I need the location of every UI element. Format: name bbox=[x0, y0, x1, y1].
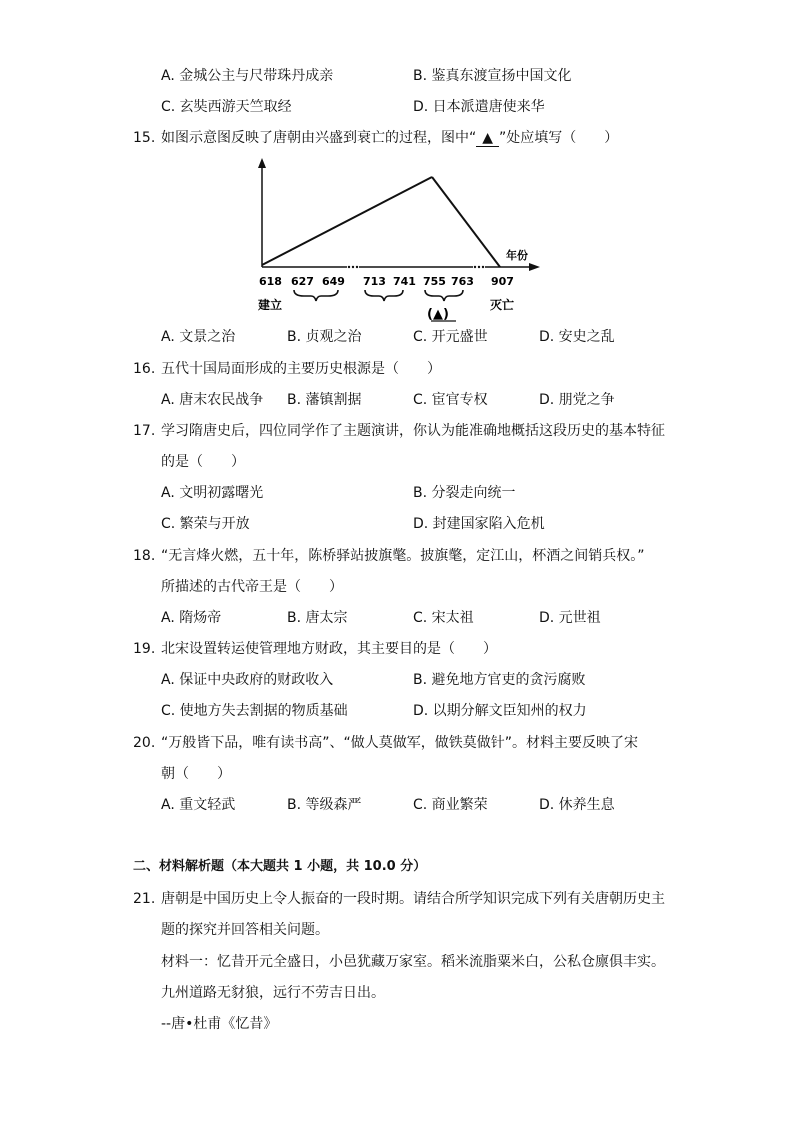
q17-stem-line2: 的是（ ） bbox=[161, 454, 245, 470]
q14-option-c[interactable]: C. 玄奘西游天竺取经 bbox=[161, 99, 292, 115]
start-label: 建立 bbox=[258, 298, 283, 312]
diagram-blank-label: (▲) bbox=[427, 307, 449, 322]
diagram-axis-dot-marks bbox=[348, 266, 484, 268]
end-label: 灭亡 bbox=[490, 298, 515, 312]
x-axis-label: 年份 bbox=[506, 249, 528, 262]
q19-option-c[interactable]: C. 使地方失去割据的物质基础 bbox=[161, 703, 348, 719]
q16-option-a[interactable]: A. 唐末农民战争 bbox=[161, 392, 264, 408]
q18-option-b[interactable]: B. 唐太宗 bbox=[287, 610, 348, 626]
q19-number: 19. bbox=[133, 641, 156, 657]
q16-option-c[interactable]: C. 宦官专权 bbox=[413, 392, 488, 408]
q18-stem-line1: “无言烽火燃，五十年，陈桥驿站披旗氅。披旗氅，定江山，杯酒之间销兵权。” bbox=[161, 548, 645, 564]
q21-stem-line1: 唐朝是中国历史上令人振奋的一段时期。请结合所学知识完成下列有关唐朝历史主 bbox=[161, 891, 665, 907]
q15-option-b[interactable]: B. 贞观之治 bbox=[287, 329, 362, 345]
q17-number: 17. bbox=[133, 423, 156, 439]
q18-stem-line2: 所描述的古代帝王是（ ） bbox=[161, 579, 343, 595]
q15-option-c[interactable]: C. 开元盛世 bbox=[413, 329, 488, 345]
q17-option-b[interactable]: B. 分裂走向统一 bbox=[413, 485, 516, 501]
q17-stem-line1: 学习隋唐史后，四位同学作了主题演讲，你认为能准确地概括这段历史的基本特征 bbox=[161, 423, 665, 439]
q16-number: 16. bbox=[133, 361, 156, 377]
q14-option-d[interactable]: D. 日本派遣唐使来华 bbox=[413, 99, 545, 115]
q15-stem bbox=[161, 129, 618, 147]
section-2-title: 二、材料解析题（本大题共 1 小题，共 10.0 分） bbox=[133, 859, 427, 874]
diagram-axis-dots bbox=[347, 264, 485, 270]
year-label-763: 763 bbox=[451, 275, 474, 288]
q19-option-a[interactable]: A. 保证中央政府的财政收入 bbox=[161, 672, 334, 688]
q15-stem-start: 如图示意图反映了唐朝由兴盛到衰亡的过程，图中“ bbox=[161, 130, 477, 146]
q15-stem-end: ”处应填写（ ） bbox=[499, 130, 619, 146]
q20-option-c[interactable]: C. 商业繁荣 bbox=[413, 797, 488, 813]
q16-option-d[interactable]: D. 朋党之争 bbox=[539, 392, 615, 408]
q20-option-d[interactable]: D. 休养生息 bbox=[539, 797, 615, 813]
year-label-618: 618 bbox=[259, 275, 282, 288]
year-label-649: 649 bbox=[322, 275, 345, 288]
year-label-755: 755 bbox=[423, 275, 446, 288]
q15-option-d[interactable]: D. 安史之乱 bbox=[539, 329, 615, 345]
q21-number: 21. bbox=[133, 891, 156, 907]
q19-option-b[interactable]: B. 避免地方官吏的贪污腐败 bbox=[413, 672, 586, 688]
q16-option-b[interactable]: B. 藩镇割据 bbox=[287, 392, 362, 408]
brace-713-741 bbox=[365, 290, 403, 301]
q15-number: 15. bbox=[133, 130, 156, 146]
q18-option-c[interactable]: C. 宋太祖 bbox=[413, 610, 474, 626]
q16-stem: 五代十国局面形成的主要历史根源是（ ） bbox=[161, 361, 441, 377]
q20-stem-line2: 朝（ ） bbox=[161, 766, 231, 782]
q19-option-d[interactable]: D. 以期分解文臣知州的权力 bbox=[413, 703, 587, 719]
q20-option-a[interactable]: A. 重文轻武 bbox=[161, 797, 236, 813]
q21-material-line2: 九州道路无豺狼，远行不劳吉日出。 bbox=[161, 985, 385, 1001]
year-label-713: 713 bbox=[363, 275, 386, 288]
diagram-x-axis-arrow bbox=[529, 263, 540, 271]
q17-option-d[interactable]: D. 封建国家陷入危机 bbox=[413, 516, 545, 532]
brace-627-649 bbox=[294, 290, 338, 301]
q21-material-line1: 材料一：忆昔开元全盛日，小邑犹藏万家室。稻米流脂粟米白，公私仓廪俱丰实。 bbox=[161, 954, 665, 970]
q20-stem-line1: “万般皆下品，唯有读书高”、“做人莫做军，做铁莫做针”。材料主要反映了宋 bbox=[161, 735, 639, 751]
q20-option-b[interactable]: B. 等级森严 bbox=[287, 797, 362, 813]
q17-option-c[interactable]: C. 繁荣与开放 bbox=[161, 516, 250, 532]
year-label-907: 907 bbox=[491, 275, 514, 288]
year-label-627: 627 bbox=[291, 275, 314, 288]
q18-number: 18. bbox=[133, 548, 156, 564]
q19-stem: 北宋设置转运使管理地方财政，其主要目的是（ ） bbox=[161, 641, 497, 657]
q15-blank: ▲ bbox=[476, 131, 499, 147]
q20-number: 20. bbox=[133, 735, 156, 751]
q14-option-b[interactable]: B. 鉴真东渡宣扬中国文化 bbox=[413, 68, 572, 84]
q17-option-a[interactable]: A. 文明初露曙光 bbox=[161, 485, 264, 501]
year-label-741: 741 bbox=[393, 275, 416, 288]
q21-material-source: --唐•杜甫《忆昔》 bbox=[161, 1016, 278, 1032]
diagram-y-axis-arrow bbox=[258, 158, 266, 168]
q21-stem-line2: 题的探究并回答相关问题。 bbox=[161, 922, 329, 938]
q14-option-a[interactable]: A. 金城公主与尺带珠丹成亲 bbox=[161, 68, 334, 84]
diagram-fall-line bbox=[432, 177, 500, 267]
q15-option-a[interactable]: A. 文景之治 bbox=[161, 329, 236, 345]
q18-option-d[interactable]: D. 元世祖 bbox=[539, 610, 601, 626]
brace-755-763 bbox=[425, 290, 463, 301]
q18-option-a[interactable]: A. 隋炀帝 bbox=[161, 610, 222, 626]
diagram-rise-line bbox=[262, 177, 432, 265]
